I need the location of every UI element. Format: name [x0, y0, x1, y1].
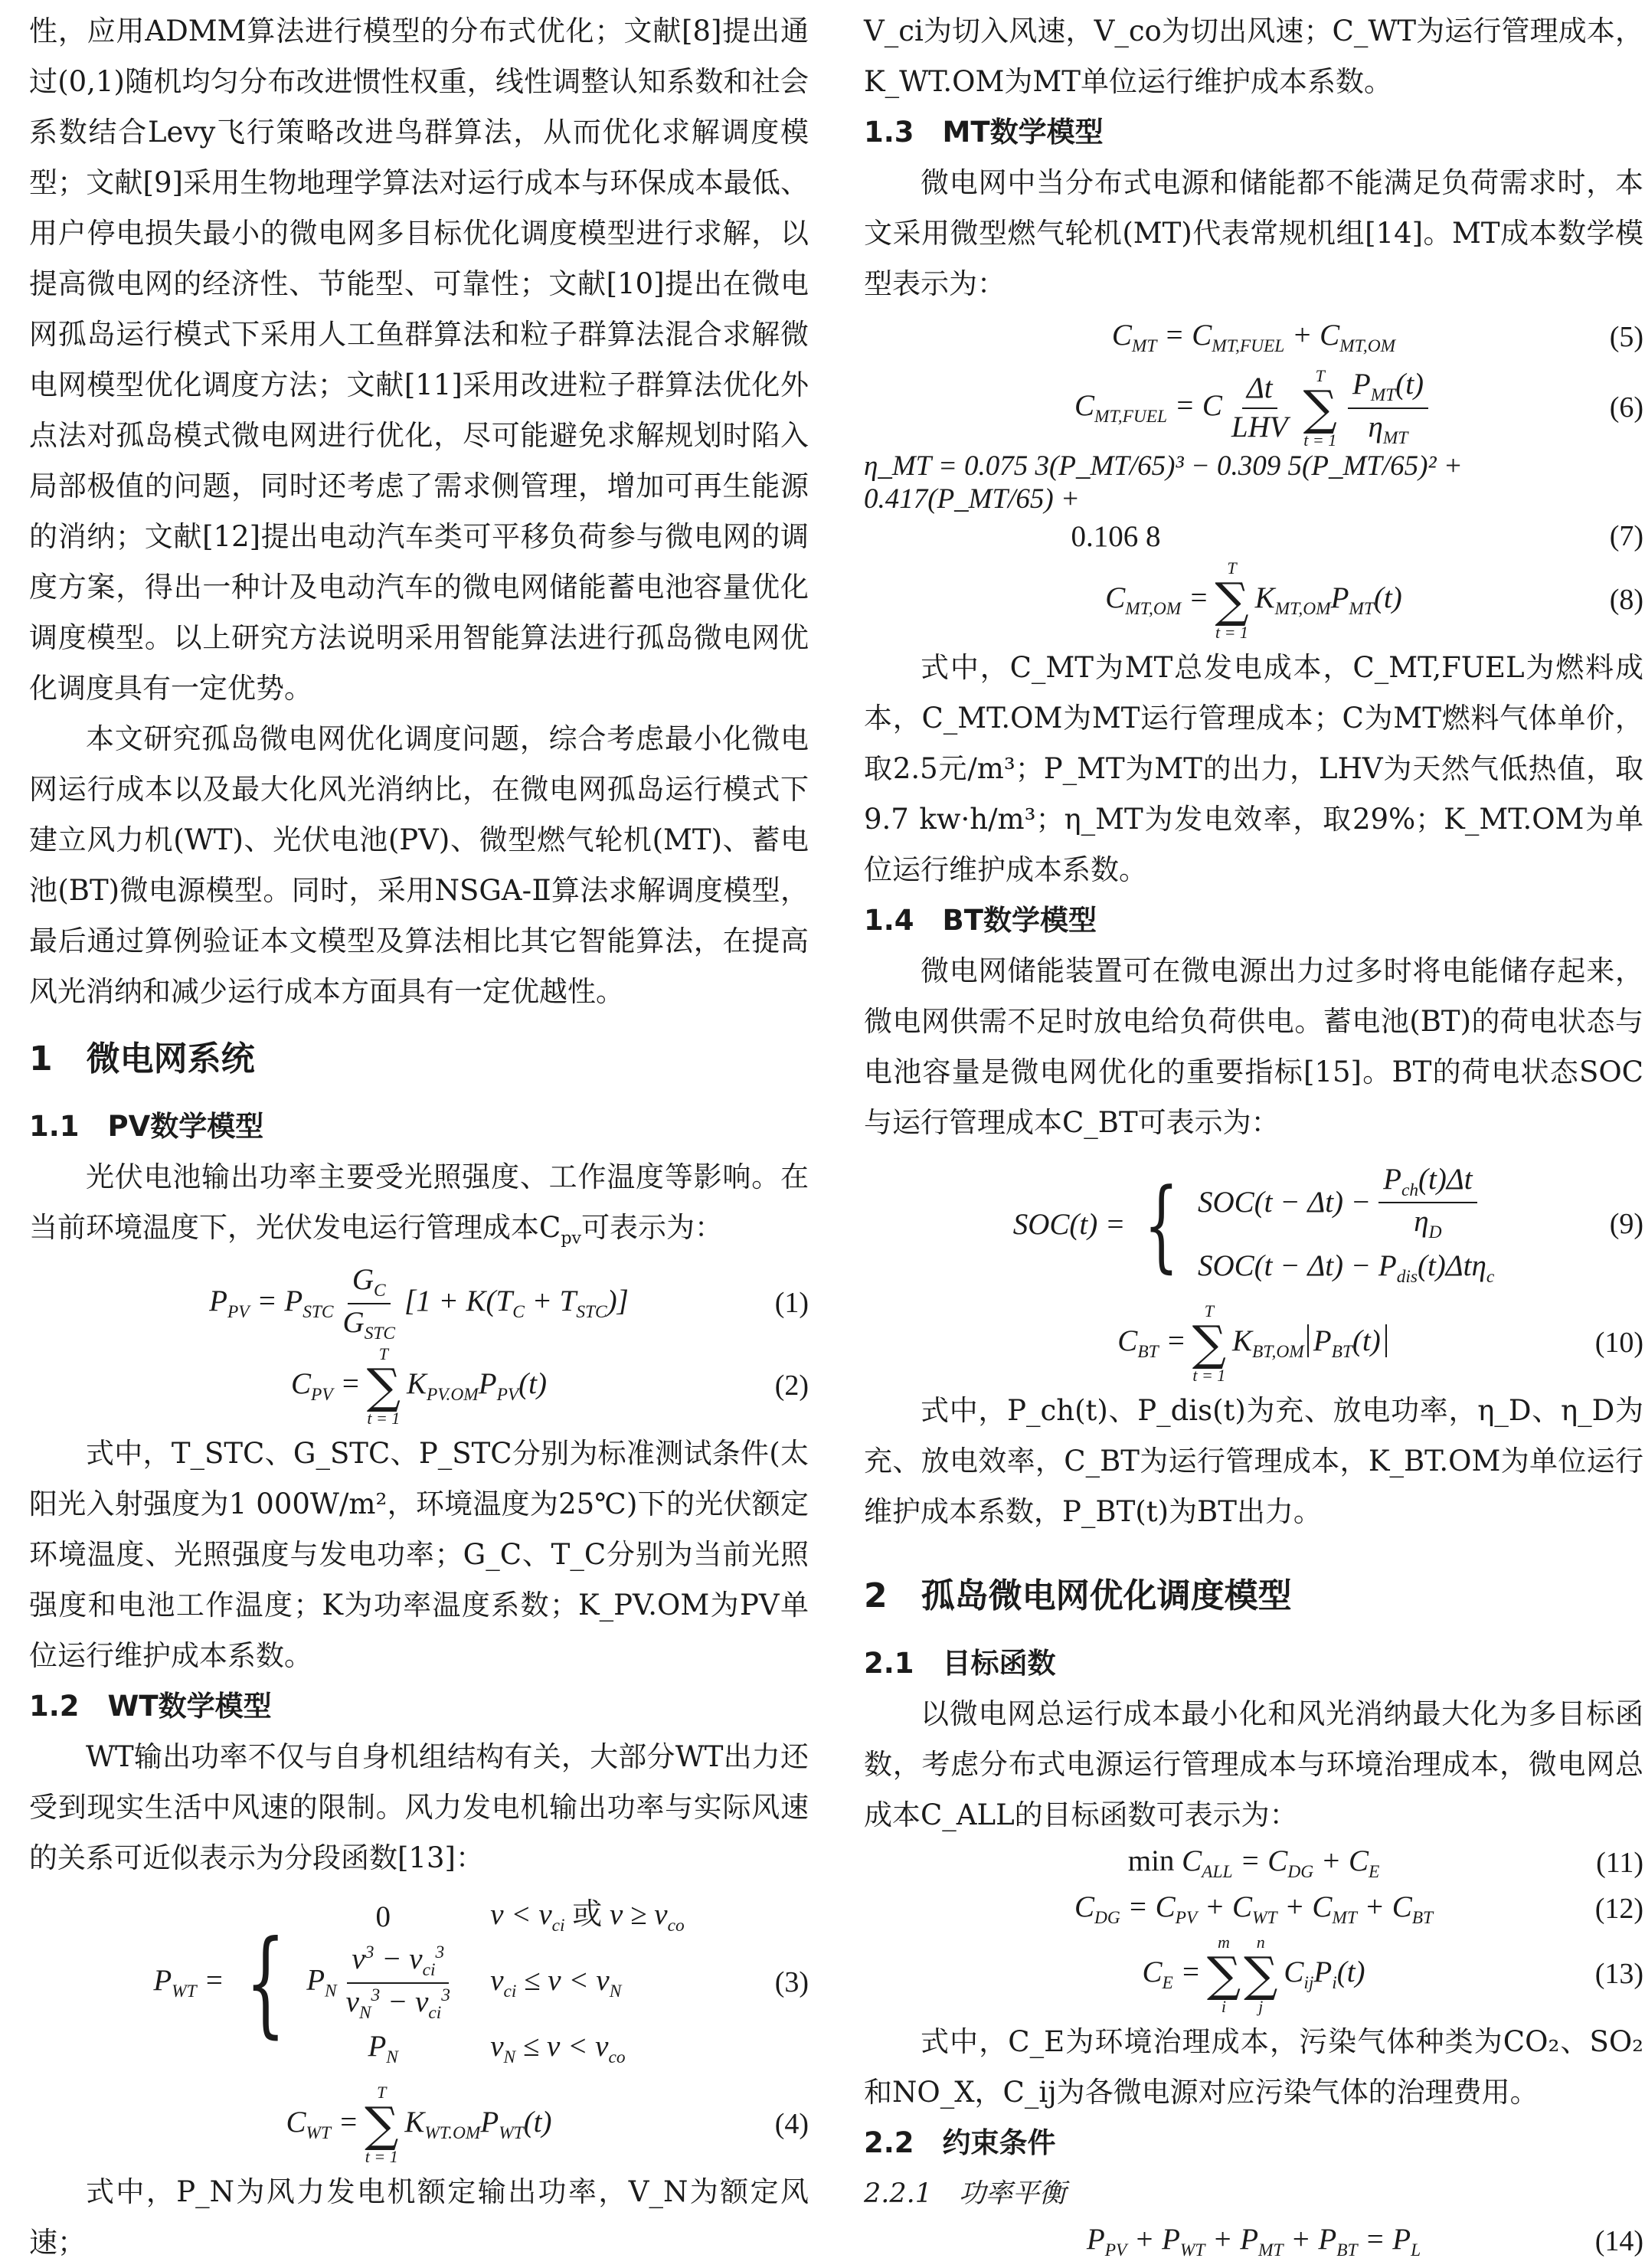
equation-9: SOC(t) = { SOC(t − Δt) − $P_{ch}(t)\Delta t$ $\eta_D$ $SOC(t - \Delta t) - P_{dis}(t)\Delta t\eta_c$ (9) [1012, 1162, 1643, 1287]
bt-definition-paragraph: 式中，P_ch(t)、P_dis(t)为充、放电功率，η_D、η_D为充、放电效率，C_BT为运行管理成本，K_BT.OM为单位运行维护成本系数，P_BT(t)为BT出力。 [864, 1394, 1643, 1529]
environment-cost-paragraph: 式中，C_E为环境治理成本，污染气体种类为CO₂、SO₂和NO_X，C_ij为各微电源对应污染气体的治理费用。 [864, 2025, 1643, 2109]
wt-definition-paragraph: 式中，P_N为风力发电机额定输出功率，V_N为额定风速； [29, 2175, 809, 2259]
left-column [29, 6, 809, 2268]
mt-paragraph: 微电网中当分布式电源和储能都不能满足负荷需求时，本文采用微型燃气轮机(MT)代表常规机组[14]。MT成本数学模型表示为： [864, 166, 1643, 300]
equation-4: $C_{WT}$ = T ∑ t = 1 $K_{WT.OM}P_{WT}(t)$ (4) [286, 2082, 809, 2166]
equation-5: $C_{MT} = C_{MT,FUEL} + C_{MT,OM}$ (5) [1111, 319, 1643, 356]
section-1-3-heading: 1.3 MT数学模型 [864, 116, 1104, 149]
section-2-2-1-heading: 2.2.1 功率平衡 [864, 2178, 1067, 2210]
pv-paragraph: 光伏电池输出功率主要受光照强度、工作温度等影响。在当前环境温度下，光伏发电运行管理成本$C_{pv}$可表示为： [29, 1160, 809, 1249]
wt-definition-continued: V_ci为切入风速，V_co为切出风速；C_WT为运行管理成本，K_WT.OM为MT单位运行维护成本系数。 [864, 15, 1643, 98]
section-1-4-heading: 1.4 BT数学模型 [864, 904, 1097, 938]
section-1-heading: 1 微电网系统 [29, 1039, 255, 1078]
intro-paragraph-a: 性，应用ADMM算法进行模型的分布式优化；文献[8]提出通过(0,1)随机均匀分布改进惯性权重，线性调整认知系数和社会系数结合Levy飞行策略改进鸟群算法，从而优化求解调度模型；文献[9]采用生物地理学算法对运行成本与环保成本最低、用户停电损失最小的微电网多目标优化调度模型进行求解，以提高微电网的经济性、节能型、可靠性；文献[10]提出在微电网孤岛运行模式下采用人工鱼群算法和粒子群算法混合求解微电网模型优化调度方法；文献[11]采用改进粒子群算法优化外点法对孤岛模式微电网进行优化，尽可能避免求解规划时陷入局部极值的问题，同时还考虑了需求侧管理，增加可再生能源的消纳；文献[12]提出电动汽车类可平移负荷参与微电网的调度方案，得出一种计及电动汽车的微电网储能蓄电池容量优化调度模型。以上研究方法说明采用智能算法进行孤岛微电网优化调度具有一定优势。 [29, 15, 809, 705]
bt-paragraph: 微电网储能装置可在微电源出力过多时将电能储存起来，微电网供需不足时放电给负荷供电。蓄电池(BT)的荷电状态与电池容量是微电网优化的重要指标[15]。BT的荷电状态SOC与运行管理成本C_BT可表示为： [864, 954, 1643, 1140]
equation-14: $P_{PV} + P_{WT} + P_{MT} + P_{BT} = P_L$ (14) [1086, 2223, 1643, 2261]
equation-1: $P_{PV} = P_{STC}$ $G_C$ $G_{STC}$ $[1 + K(T_C + T_{STC})]$ (1) [209, 1263, 809, 1343]
mt-definition-paragraph: 式中，C_MT为MT总发电成本，C_MT,FUEL为燃料成本，C_MT.OM为MT运行管理成本；C为MT燃料气体单价，取2.5元/m³；P_MT为MT的出力，LHV为天然气低热值，取9.7 kw·h/m³；η_MT为发电效率，取29%；K_MT.OM为单位运行维护成本系数。 [864, 651, 1643, 887]
section-1-1-heading: 1.1 PV数学模型 [29, 1110, 264, 1143]
right-column [864, 6, 1643, 2265]
equation-2: $C_{PV}$ = T ∑ t = 1 $K_{PV.OM}P_{PV}(t)$ (2) [291, 1343, 809, 1428]
equation-7: η_MT = 0.075 3(P_MT/65)³ − 0.309 5(P_MT/65)² + 0.417(P_MT/65) + [864, 450, 1463, 515]
equation-3: $P_{WT}$ = { 0 $v < v_{ci}$ 或 $v \ge v_{co}$ $P_N$ $v^3 - v_{ci}^3$ $v_N^3 - v_{ci}^3$ $v_{ci} \le v < v_N$ $P_N$ $v_N \le v < v_{co}$ (3) [153, 1898, 809, 2067]
equation-13: $C_E$ = m ∑ i n ∑ j $C_{ij}P_i(t)$ (13) [1142, 1933, 1643, 2017]
section-2-heading: 2 孤岛微电网优化调度模型 [864, 1576, 1292, 1616]
section-2-1-heading: 2.1 目标函数 [864, 1647, 1056, 1681]
section-1-2-heading: 1.2 WT数学模型 [29, 1689, 272, 1723]
objective-paragraph: 以微电网总运行成本最小化和风光消纳最大化为多目标函数，考虑分布式电源运行管理成本与环境治理成本，微电网总成本C_ALL的目标函数可表示为： [864, 1697, 1643, 1832]
equation-12: $C_{DG} = C_{PV} + C_{WT} + C_{MT} + C_{BT}$ (12) [1074, 1890, 1643, 1929]
intro-paragraph-b: 本文研究孤岛微电网优化调度问题，综合考虑最小化微电网运行成本以及最大化风光消纳比，在微电网孤岛运行模式下建立风力机(WT)、光伏电池(PV)、微型燃气轮机(MT)、蓄电池(BT)微电源模型。同时，采用NSGA-Ⅱ算法求解调度模型，最后通过算例验证本文模型及算法相比其它智能算法，在提高风光消纳和减少运行成本方面具有一定优越性。 [29, 722, 809, 1008]
equation-7-line-2: 0.106 8 (7) [1071, 519, 1643, 553]
equation-11: $\min C_{ALL} = C_{DG} + C_E$ (11) [1127, 1844, 1643, 1883]
section-2-2-heading: 2.2 约束条件 [864, 2126, 1056, 2160]
equation-10: $C_{BT}$ = T ∑ t = 1 $K_{BT,OM}$ $P_{BT}(t)$ (10) [1117, 1301, 1643, 1386]
wt-paragraph: WT输出功率不仅与自身机组结构有关，大部分WT出力还受到现实生活中风速的限制。风力发电机输出功率与实际风速的关系可近似表示为分段函数[13]： [29, 1739, 809, 1874]
equation-8: $C_{MT,OM}$ = T ∑ t = 1 $K_{MT,OM}P_{MT}(t)$ (8) [1105, 558, 1643, 643]
pv-definition-paragraph: 式中，T_STC、G_STC、P_STC分别为标准测试条件(太阳光入射强度为1 000W/m²，环境温度为25℃)下的光伏额定环境温度、光照强度与发电功率；G_C、T_C分别为当前光照强度和电池工作温度；K为功率温度系数；K_PV.OM为PV单位运行维护成本系数。 [29, 1436, 809, 1672]
equation-6: $C_{MT,FUEL} = C$ Δt LHV T ∑ t = 1 $P_{MT}(t)$ $\eta_{MT}$ (6) [1074, 366, 1643, 450]
